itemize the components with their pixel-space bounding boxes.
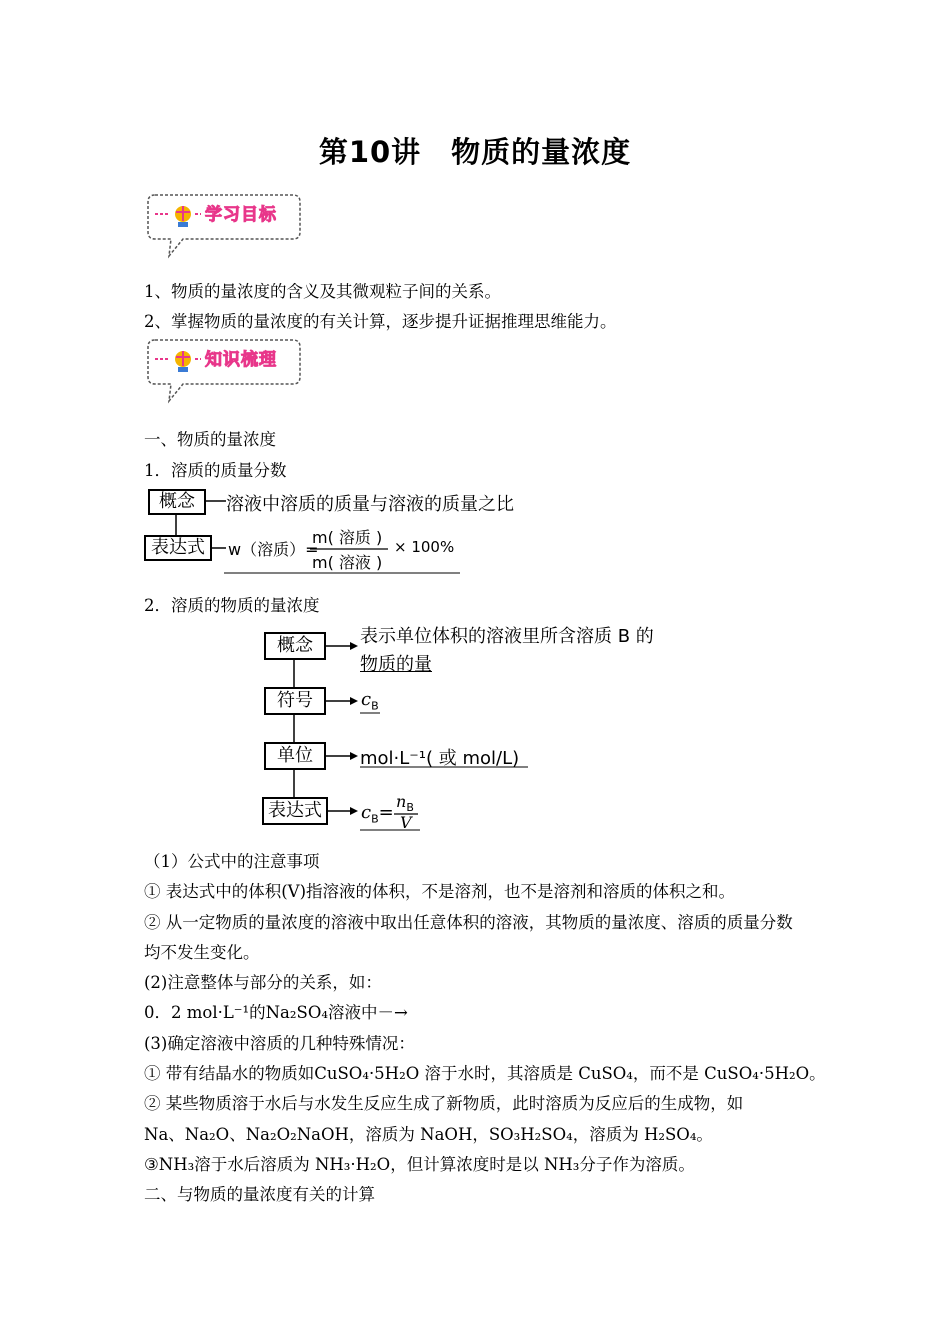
note3-title: (3)确定溶液中溶质的几种特殊情况：	[144, 1034, 415, 1053]
molar-concentration-diagram	[262, 620, 702, 832]
objective-2: 2、掌握物质的量浓度的有关计算，逐步提升证据推理思维能力。	[144, 312, 617, 331]
expression-lhs: $c_B=$	[361, 802, 394, 826]
concept-box: 概念	[148, 489, 206, 515]
note3-b-line1: ② 某些物质溶于水后与水发生反应生成了新物质，此时溶质为反应后的生成物，如	[144, 1094, 744, 1113]
note2-title: (2)注意整体与部分的关系，如：	[144, 973, 382, 992]
concept-definition-line2: 物质的量	[360, 654, 432, 675]
expression-lhs: w（溶质）=	[228, 540, 319, 559]
note1-b-line1: ② 从一定物质的量浓度的溶液中取出任意体积的溶液，其物质的量浓度、溶质的质量分数	[144, 913, 793, 932]
knowledge-review-badge	[143, 335, 303, 407]
expression-denominator: V	[400, 813, 412, 832]
note2-a: 0．2 mol·L⁻¹的Na₂SO₄溶液中－→	[144, 1003, 408, 1022]
note3-a: ① 带有结晶水的物质如CuSO₄·5H₂O 溶于水时，其溶质是 CuSO₄，而不是 CuSO₄·5H₂O。	[144, 1064, 826, 1083]
note3-b-line2: Na、Na₂O、Na₂O₂NaOH，溶质为 NaOH，SO₃H₂SO₄，溶质为 H₂SO₄。	[144, 1125, 713, 1144]
note1-a: ① 表达式中的体积(V)指溶液的体积，不是溶剂，也不是溶剂和溶质的体积之和。	[144, 882, 736, 901]
expression-numerator: $n_B$	[396, 792, 414, 815]
fraction-numerator: m( 溶质 )	[312, 528, 383, 547]
note1-title: （1）公式中的注意事项	[144, 852, 320, 871]
objective-1: 1、物质的量浓度的含义及其微观粒子间的关系。	[144, 282, 501, 301]
concept-box: 概念	[264, 632, 326, 660]
concept-definition-line1: 表示单位体积的溶液里所含溶质 B 的	[360, 626, 654, 647]
note3-c: ③NH₃溶于水后溶质为 NH₃·H₂O，但计算浓度时是以 NH₃分子作为溶质。	[144, 1155, 695, 1174]
note1-b-line2: 均不发生变化。	[144, 943, 260, 962]
concept-definition: 溶液中溶质的质量与溶液的质量之比	[226, 494, 514, 515]
unit-box: 单位	[264, 742, 326, 770]
mass-fraction-diagram	[144, 487, 514, 579]
learning-objectives-label: 学习目标	[205, 205, 277, 225]
section1-sub2: 2．溶质的物质的量浓度	[144, 596, 320, 615]
diagram-arrows	[262, 620, 702, 832]
section1-heading: 一、物质的量浓度	[144, 430, 276, 449]
page-title: 第10讲 物质的量浓度	[318, 135, 632, 169]
expression-box: 表达式	[262, 797, 328, 825]
section1-sub1: 1．溶质的质量分数	[144, 461, 287, 480]
fraction-denominator: m( 溶液 )	[312, 553, 383, 572]
knowledge-review-label: 知识梳理	[205, 350, 277, 370]
expression-box: 表达式	[144, 535, 212, 561]
section2-heading: 二、与物质的量浓度有关的计算	[144, 1185, 375, 1204]
learning-objectives-badge	[143, 190, 303, 262]
percent-factor: × 100%	[394, 538, 455, 556]
symbol-value: $c_B$	[361, 689, 379, 713]
symbol-box: 符号	[264, 687, 326, 715]
unit-value: mol·L⁻¹( 或 mol/L)	[360, 748, 520, 769]
